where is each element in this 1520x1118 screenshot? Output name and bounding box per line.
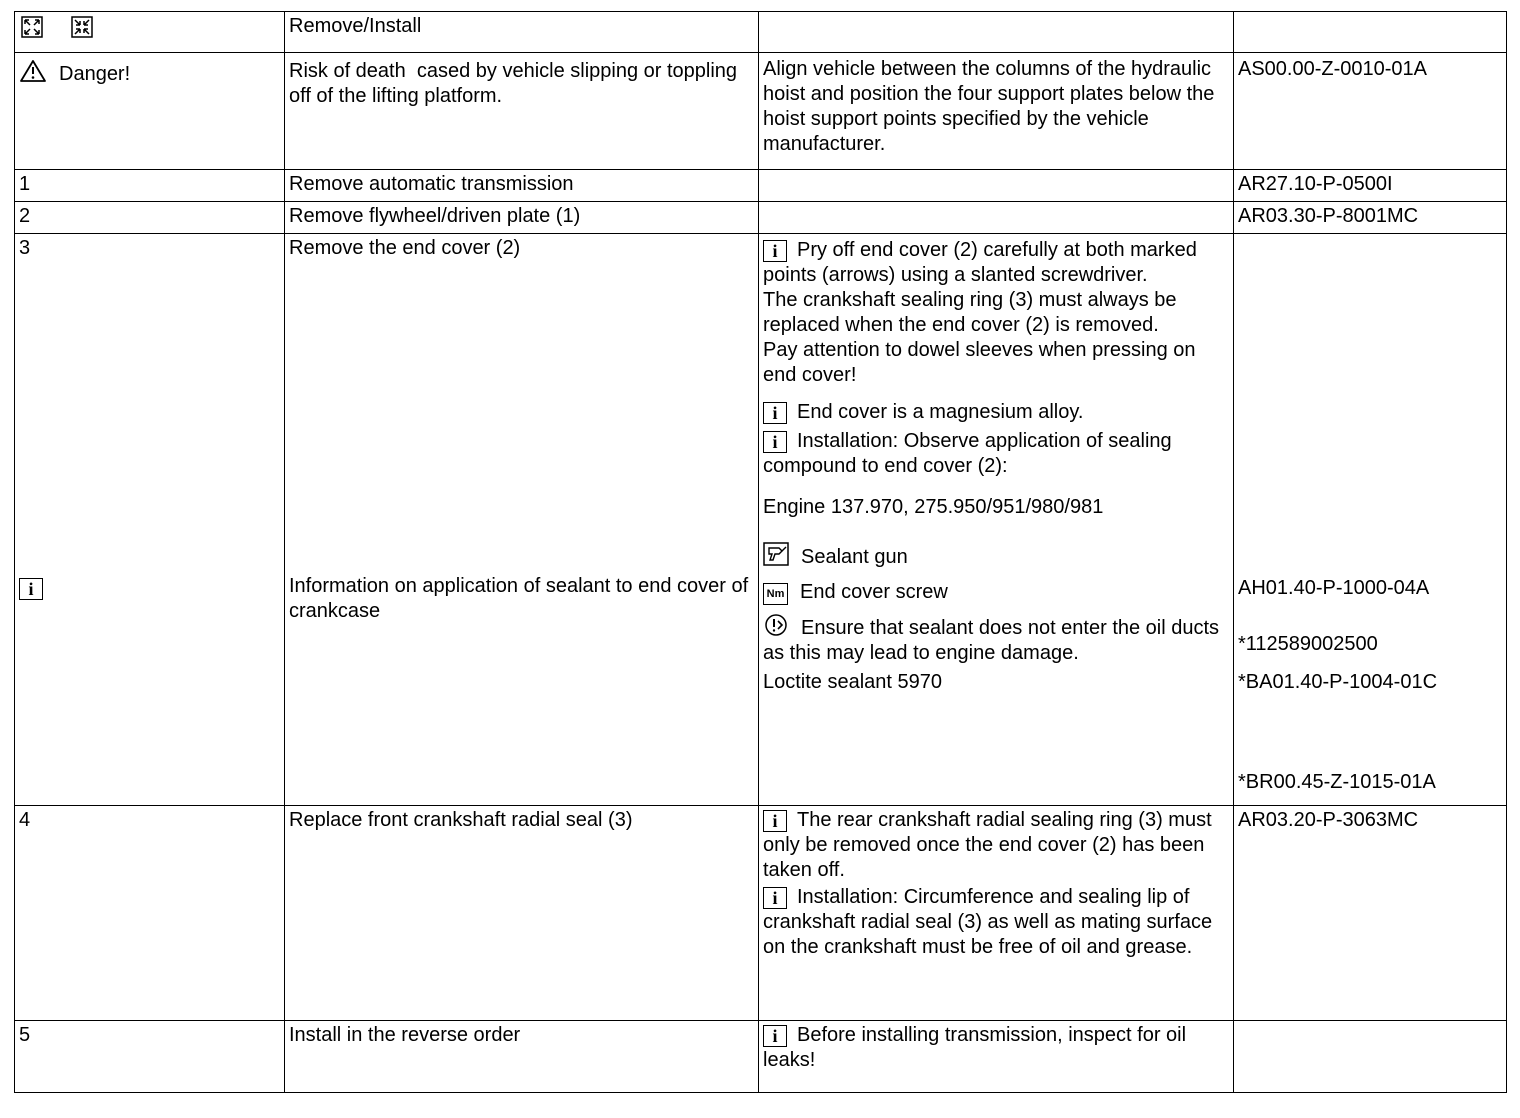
step-number: 5 (15, 1021, 285, 1093)
step-number: 4 (15, 806, 285, 1021)
step-ref[interactable]: AR03.30-P-8001MC (1234, 202, 1507, 234)
header-icons-cell (15, 12, 285, 53)
caution-icon (763, 613, 789, 637)
empty-cell (759, 202, 1234, 234)
installation-label: Installation: (797, 430, 899, 452)
step-3-refs (1234, 234, 1507, 806)
step-ref[interactable]: AR27.10-P-0500I (1234, 170, 1507, 202)
empty-cell (759, 12, 1234, 53)
note-text: The rear crankshaft radial sealing ring (3) must only be removed once the end cover (2) has been taken off. (763, 809, 1212, 881)
note-text: Pry off end cover (2) carefully at both marked points (arrows) using a slanted screwdriver. (763, 239, 1197, 286)
note-text: Pay attention to dowel sleeves when pressing on end cover! (763, 339, 1196, 386)
info-icon: i (763, 810, 787, 832)
step-number: 1 (15, 170, 285, 202)
note-text: Circumference and sealing lip of crankshaft radial seal (3) as well as mating surface on the crankshaft must be free of oil and grease. (763, 886, 1213, 958)
sealant-gun-icon (763, 542, 789, 566)
danger-ref[interactable]: AS00.00-Z-0010-01A (1234, 53, 1507, 170)
header-row (15, 12, 1507, 53)
step-title: Remove the end cover (2) (289, 237, 521, 259)
tool-text: Sealant gun (801, 546, 908, 568)
info-icon: i (19, 578, 43, 600)
info-title: Information on application of sealant to end cover of crankcase (289, 575, 749, 622)
danger-label: Danger! (59, 63, 131, 85)
step-title: Remove flywheel/driven plate (1) (285, 202, 759, 234)
torque-ref[interactable]: *BA01.40-P-1004-01C (1238, 671, 1438, 693)
step-number: 3 (19, 237, 31, 259)
operation-title: Remove/Install (285, 12, 759, 53)
installation-label: Installation: (797, 886, 899, 908)
empty-cell (1234, 1021, 1507, 1093)
step-3-notes (759, 234, 1234, 806)
empty-cell (1234, 12, 1507, 53)
sealant-text: Loctite sealant 5970 (763, 671, 943, 693)
step-3-col2 (285, 234, 759, 806)
step-row (15, 234, 1507, 806)
danger-cell (15, 53, 285, 170)
note-text: End cover is a magnesium alloy. (797, 401, 1084, 423)
warning-triangle-icon (19, 59, 47, 90)
note-text: Before installing transmission, inspect for oil leaks! (763, 1024, 1187, 1071)
step-title: Install in the reverse order (285, 1021, 759, 1093)
info-icon: i (763, 431, 787, 453)
info-icon: i (763, 240, 787, 262)
step-title: Remove automatic transmission (285, 170, 759, 202)
expand-icon[interactable] (21, 16, 43, 38)
info-icon: i (763, 1025, 787, 1047)
note-text: The crankshaft sealing ring (3) must always be replaced when the end cover (2) is removed. (763, 289, 1177, 336)
step-title: Replace front crankshaft radial seal (3) (285, 806, 759, 1021)
step-row (15, 202, 1507, 234)
empty-cell (759, 170, 1234, 202)
step-row (15, 1021, 1507, 1093)
tool-ref[interactable]: *112589002500 (1238, 633, 1378, 655)
caution-text: Ensure that sealant does not enter the oil ducts as this may lead to engine damage. (763, 617, 1220, 664)
step-ref[interactable]: AR03.20-P-3063MC (1234, 806, 1507, 1021)
step-3-col1 (15, 234, 285, 806)
collapse-icon[interactable] (71, 16, 93, 38)
step-row (15, 806, 1507, 1021)
engine-text: Engine 137.970, 275.950/951/980/981 (763, 496, 1104, 518)
info-icon: i (763, 402, 787, 424)
torque-text: End cover screw (800, 581, 948, 603)
danger-instruction: Align vehicle between the columns of the hydraulic hoist and position the four support plates below the hoist support points specified by the vehicle manufacturer. (759, 53, 1234, 170)
procedure-table (14, 11, 1507, 1093)
engine-ref[interactable]: AH01.40-P-1000-04A (1238, 577, 1430, 599)
sealant-ref[interactable]: *BR00.45-Z-1015-01A (1238, 771, 1436, 793)
danger-row (15, 53, 1507, 170)
danger-risk: Risk of death cased by vehicle slipping or toppling off of the lifting platform. (285, 53, 759, 170)
step-number: 2 (15, 202, 285, 234)
note-text: Observe application of sealing compound to end cover (2): (763, 430, 1172, 477)
step-4-notes (759, 806, 1234, 1021)
torque-icon: Nm (763, 583, 788, 605)
step-5-notes (759, 1021, 1234, 1093)
info-icon: i (763, 887, 787, 909)
step-row (15, 170, 1507, 202)
